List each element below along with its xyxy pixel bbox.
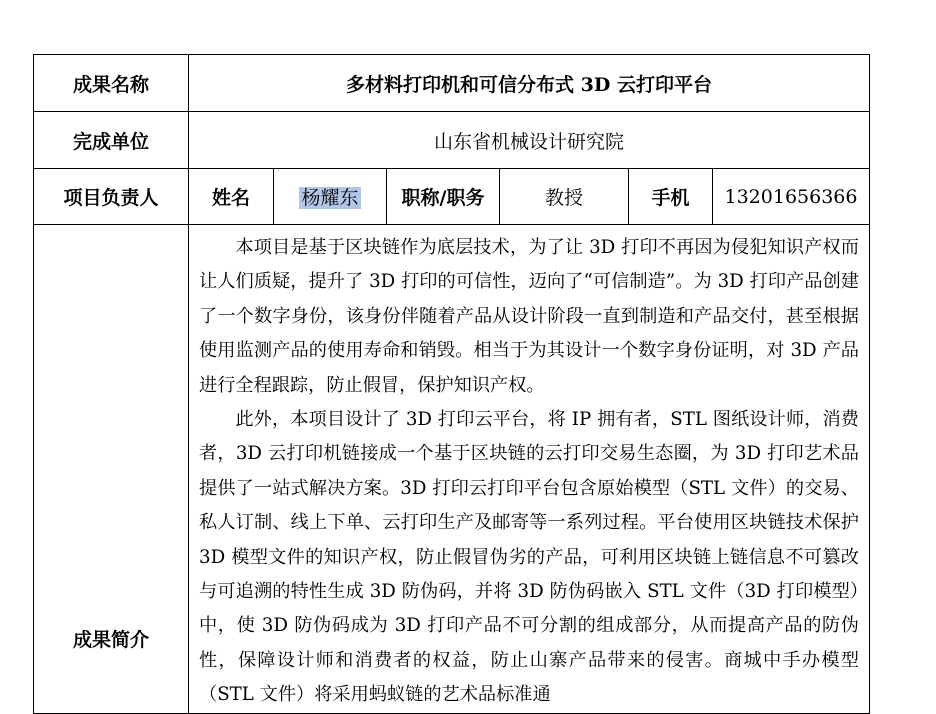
person-name-value[interactable]: 杨耀东: [301, 187, 359, 209]
person-name-label: 姓名: [189, 169, 274, 225]
table-row: [34, 169, 870, 225]
unit-label: 完成单位: [34, 112, 189, 169]
achievement-name-label: 成果名称: [34, 55, 189, 112]
table-row: [34, 225, 870, 714]
intro-text-cell: [189, 225, 870, 714]
phone-label: 手机: [629, 169, 713, 225]
intro-paragraph-2: 此外，本项目设计了 3D 打印云平台，将 IP 拥有者，STL 图纸设计师，消费者，3D 云打印机链接成一个基于区块链的云打印交易生态圈，为 3D 打印艺术品提供了一站式解决方案。3D 打印云打印平台包含原始模型（STL 文件）的交易、私人订制、线上下单、云打印生产及邮寄等一系列过程。平台使用区块链技术保护 3D 模型文件的知识产权，防止假冒伪劣的产品，可利用区块链上链信息不可篡改与可追溯的特性生成 3D 防伪码，并将 3D 防伪码嵌入 STL 文件（3D 打印模型）中，使 3D 防伪码成为 3D 打印产品不可分割的组成部分，从而提高产品的防伪性，保障设计师和消费者的权益，防止山寨产品带来的侵害。商城中手办模型（STL 文件）将采用蚂蚁链的艺术品标准通: [199, 409, 859, 706]
job-title-value: 教授: [500, 169, 629, 225]
table-row: [34, 55, 870, 112]
table-row: [34, 112, 870, 169]
project-lead-label: 项目负责人: [34, 169, 189, 225]
job-title-label: 职称/职务: [387, 169, 500, 225]
intro-paragraph-1: 本项目是基于区块链作为底层技术，为了让 3D 打印不再因为侵犯知识产权而让人们质疑，提升了 3D 打印的可信性，迈向了“可信制造”。为 3D 打印产品创建了一个数字身份，该身份伴随着产品从设计阶段一直到制造和产品交付，甚至根据使用监测产品的使用寿命和销毁。相当于为其设计一个数字身份证明，对 3D 产品进行全程跟踪，防止假冒，保护知识产权。: [199, 237, 859, 396]
phone-value: 13201656366: [713, 169, 870, 225]
achievement-table: [33, 54, 870, 714]
unit-value: 山东省机械设计研究院: [189, 112, 870, 169]
person-name-cell: [274, 169, 387, 225]
achievement-name-value: 多材料打印机和可信分布式 3D 云打印平台: [189, 55, 870, 112]
intro-label: 成果简介: [34, 225, 189, 714]
